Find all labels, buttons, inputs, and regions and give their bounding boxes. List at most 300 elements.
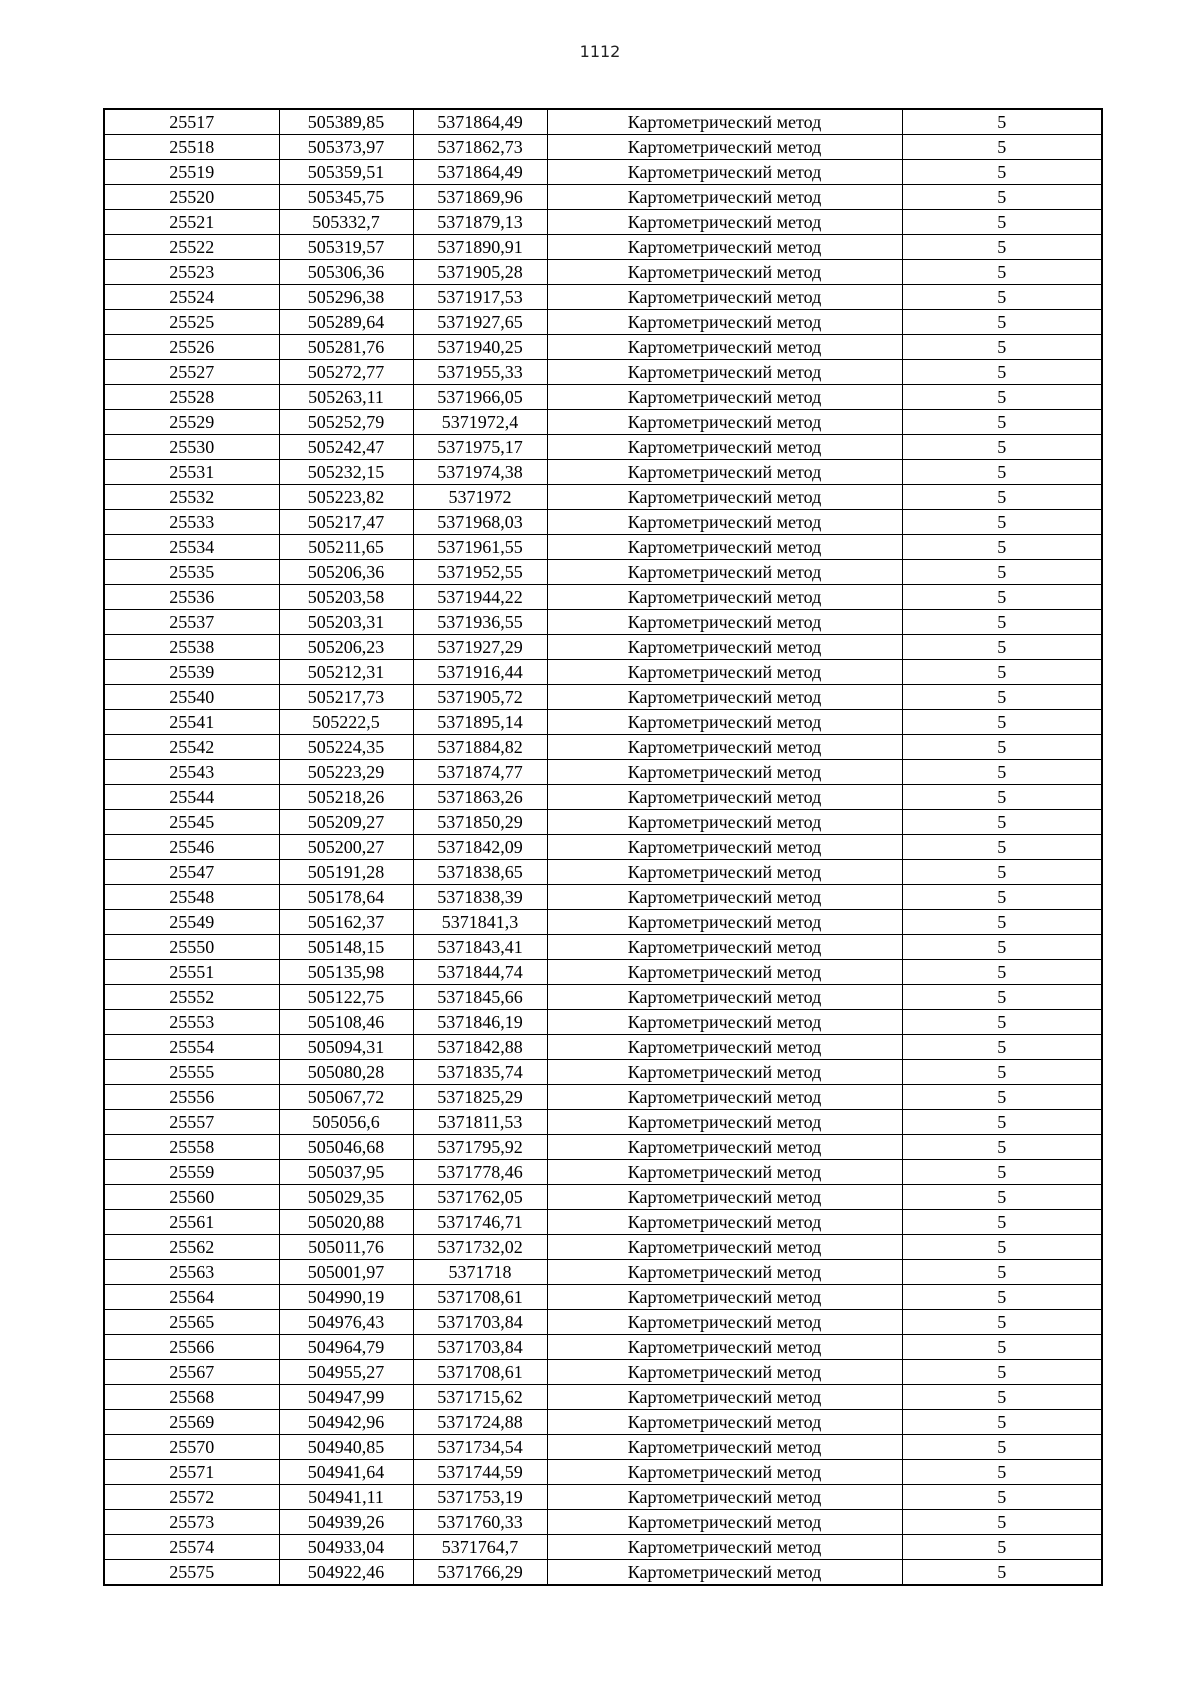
point-number-cell: 25523 (104, 260, 279, 285)
method-cell: Картометрический метод (547, 560, 902, 585)
accuracy-cell: 5 (902, 385, 1102, 410)
x-coordinate-cell: 505306,36 (279, 260, 413, 285)
point-number-cell: 25553 (104, 1010, 279, 1035)
y-coordinate-cell: 5371940,25 (413, 335, 547, 360)
point-number-cell: 25548 (104, 885, 279, 910)
accuracy-cell: 5 (902, 1035, 1102, 1060)
accuracy-cell: 5 (902, 685, 1102, 710)
method-cell: Картометрический метод (547, 210, 902, 235)
method-cell: Картометрический метод (547, 735, 902, 760)
x-coordinate-cell: 505122,75 (279, 985, 413, 1010)
x-coordinate-cell: 505200,27 (279, 835, 413, 860)
point-number-cell: 25551 (104, 960, 279, 985)
table-row (104, 1285, 1102, 1310)
table-row (104, 635, 1102, 660)
x-coordinate-cell: 504964,79 (279, 1335, 413, 1360)
accuracy-cell: 5 (902, 1160, 1102, 1185)
table-row (104, 685, 1102, 710)
table-row (104, 610, 1102, 635)
method-cell: Картометрический метод (547, 635, 902, 660)
point-number-cell: 25539 (104, 660, 279, 685)
y-coordinate-cell: 5371764,7 (413, 1535, 547, 1560)
accuracy-cell: 5 (902, 985, 1102, 1010)
method-cell: Картометрический метод (547, 1310, 902, 1335)
accuracy-cell: 5 (902, 1235, 1102, 1260)
table-row (104, 1460, 1102, 1485)
point-number-cell: 25559 (104, 1160, 279, 1185)
accuracy-cell: 5 (902, 185, 1102, 210)
x-coordinate-cell: 505223,29 (279, 760, 413, 785)
point-number-cell: 25533 (104, 510, 279, 535)
table-row (104, 1135, 1102, 1160)
point-number-cell: 25556 (104, 1085, 279, 1110)
y-coordinate-cell: 5371884,82 (413, 735, 547, 760)
method-cell: Картометрический метод (547, 1510, 902, 1535)
accuracy-cell: 5 (902, 510, 1102, 535)
method-cell: Картометрический метод (547, 685, 902, 710)
accuracy-cell: 5 (902, 535, 1102, 560)
accuracy-cell: 5 (902, 310, 1102, 335)
x-coordinate-cell: 505209,27 (279, 810, 413, 835)
x-coordinate-cell: 504941,11 (279, 1485, 413, 1510)
page-number: 1112 (579, 42, 621, 61)
y-coordinate-cell: 5371952,55 (413, 560, 547, 585)
accuracy-cell: 5 (902, 135, 1102, 160)
x-coordinate-cell: 505178,64 (279, 885, 413, 910)
point-number-cell: 25535 (104, 560, 279, 585)
method-cell: Картометрический метод (547, 160, 902, 185)
accuracy-cell: 5 (902, 460, 1102, 485)
x-coordinate-cell: 505242,47 (279, 435, 413, 460)
table-row (104, 960, 1102, 985)
accuracy-cell: 5 (902, 1435, 1102, 1460)
y-coordinate-cell: 5371850,29 (413, 810, 547, 835)
method-cell: Картометрический метод (547, 260, 902, 285)
y-coordinate-cell: 5371936,55 (413, 610, 547, 635)
y-coordinate-cell: 5371879,13 (413, 210, 547, 235)
method-cell: Картометрический метод (547, 1160, 902, 1185)
accuracy-cell: 5 (902, 1185, 1102, 1210)
x-coordinate-cell: 504939,26 (279, 1510, 413, 1535)
point-number-cell: 25566 (104, 1335, 279, 1360)
accuracy-cell: 5 (902, 335, 1102, 360)
method-cell: Картометрический метод (547, 235, 902, 260)
point-number-cell: 25560 (104, 1185, 279, 1210)
method-cell: Картометрический метод (547, 310, 902, 335)
table-row (104, 435, 1102, 460)
coordinates-table (103, 108, 1103, 1586)
method-cell: Картометрический метод (547, 510, 902, 535)
point-number-cell: 25546 (104, 835, 279, 860)
point-number-cell: 25532 (104, 485, 279, 510)
method-cell: Картометрический метод (547, 835, 902, 860)
x-coordinate-cell: 504940,85 (279, 1435, 413, 1460)
point-number-cell: 25536 (104, 585, 279, 610)
accuracy-cell: 5 (902, 935, 1102, 960)
method-cell: Картометрический метод (547, 1535, 902, 1560)
table-row (104, 1085, 1102, 1110)
table-row (104, 1410, 1102, 1435)
method-cell: Картометрический метод (547, 1135, 902, 1160)
y-coordinate-cell: 5371842,88 (413, 1035, 547, 1060)
y-coordinate-cell: 5371863,26 (413, 785, 547, 810)
x-coordinate-cell: 505211,65 (279, 535, 413, 560)
point-number-cell: 25561 (104, 1210, 279, 1235)
x-coordinate-cell: 505289,64 (279, 310, 413, 335)
method-cell: Картометрический метод (547, 1010, 902, 1035)
x-coordinate-cell: 504990,19 (279, 1285, 413, 1310)
table-row (104, 109, 1102, 135)
point-number-cell: 25565 (104, 1310, 279, 1335)
y-coordinate-cell: 5371844,74 (413, 960, 547, 985)
y-coordinate-cell: 5371732,02 (413, 1235, 547, 1260)
accuracy-cell: 5 (902, 760, 1102, 785)
x-coordinate-cell: 505217,47 (279, 510, 413, 535)
x-coordinate-cell: 505232,15 (279, 460, 413, 485)
accuracy-cell: 5 (902, 485, 1102, 510)
y-coordinate-cell: 5371744,59 (413, 1460, 547, 1485)
x-coordinate-cell: 505046,68 (279, 1135, 413, 1160)
table-row (104, 1210, 1102, 1235)
y-coordinate-cell: 5371864,49 (413, 160, 547, 185)
x-coordinate-cell: 505345,75 (279, 185, 413, 210)
coordinates-table-body (104, 109, 1102, 1585)
accuracy-cell: 5 (902, 1210, 1102, 1235)
y-coordinate-cell: 5371862,73 (413, 135, 547, 160)
method-cell: Картометрический метод (547, 1035, 902, 1060)
y-coordinate-cell: 5371753,19 (413, 1485, 547, 1510)
method-cell: Картометрический метод (547, 610, 902, 635)
point-number-cell: 25543 (104, 760, 279, 785)
method-cell: Картометрический метод (547, 960, 902, 985)
x-coordinate-cell: 504942,96 (279, 1410, 413, 1435)
table-row (104, 285, 1102, 310)
table-row (104, 335, 1102, 360)
accuracy-cell: 5 (902, 1535, 1102, 1560)
table-row (104, 310, 1102, 335)
table-row (104, 885, 1102, 910)
y-coordinate-cell: 5371843,41 (413, 935, 547, 960)
point-number-cell: 25544 (104, 785, 279, 810)
method-cell: Картометрический метод (547, 1110, 902, 1135)
x-coordinate-cell: 505011,76 (279, 1235, 413, 1260)
point-number-cell: 25547 (104, 860, 279, 885)
point-number-cell: 25521 (104, 210, 279, 235)
point-number-cell: 25525 (104, 310, 279, 335)
table-row (104, 1510, 1102, 1535)
table-row (104, 1360, 1102, 1385)
table-row (104, 760, 1102, 785)
x-coordinate-cell: 505162,37 (279, 910, 413, 935)
x-coordinate-cell: 505191,28 (279, 860, 413, 885)
point-number-cell: 25519 (104, 160, 279, 185)
accuracy-cell: 5 (902, 810, 1102, 835)
y-coordinate-cell: 5371916,44 (413, 660, 547, 685)
table-row (104, 835, 1102, 860)
x-coordinate-cell: 505222,5 (279, 710, 413, 735)
accuracy-cell: 5 (902, 260, 1102, 285)
method-cell: Картометрический метод (547, 1060, 902, 1085)
method-cell: Картометрический метод (547, 810, 902, 835)
accuracy-cell: 5 (902, 860, 1102, 885)
point-number-cell: 25568 (104, 1385, 279, 1410)
table-row (104, 185, 1102, 210)
x-coordinate-cell: 505332,7 (279, 210, 413, 235)
point-number-cell: 25562 (104, 1235, 279, 1260)
method-cell: Картометрический метод (547, 985, 902, 1010)
x-coordinate-cell: 505206,36 (279, 560, 413, 585)
y-coordinate-cell: 5371838,39 (413, 885, 547, 910)
accuracy-cell: 5 (902, 1510, 1102, 1535)
method-cell: Картометрический метод (547, 910, 902, 935)
x-coordinate-cell: 504941,64 (279, 1460, 413, 1485)
x-coordinate-cell: 505272,77 (279, 360, 413, 385)
accuracy-cell: 5 (902, 635, 1102, 660)
y-coordinate-cell: 5371890,91 (413, 235, 547, 260)
y-coordinate-cell: 5371974,38 (413, 460, 547, 485)
y-coordinate-cell: 5371734,54 (413, 1435, 547, 1460)
point-number-cell: 25530 (104, 435, 279, 460)
point-number-cell: 25573 (104, 1510, 279, 1535)
table-row (104, 235, 1102, 260)
x-coordinate-cell: 505148,15 (279, 935, 413, 960)
x-coordinate-cell: 504933,04 (279, 1535, 413, 1560)
y-coordinate-cell: 5371718 (413, 1260, 547, 1285)
y-coordinate-cell: 5371975,17 (413, 435, 547, 460)
table-row (104, 510, 1102, 535)
method-cell: Картометрический метод (547, 760, 902, 785)
point-number-cell: 25571 (104, 1460, 279, 1485)
accuracy-cell: 5 (902, 1560, 1102, 1586)
x-coordinate-cell: 505319,57 (279, 235, 413, 260)
point-number-cell: 25524 (104, 285, 279, 310)
y-coordinate-cell: 5371869,96 (413, 185, 547, 210)
table-row (104, 535, 1102, 560)
method-cell: Картометрический метод (547, 135, 902, 160)
y-coordinate-cell: 5371825,29 (413, 1085, 547, 1110)
accuracy-cell: 5 (902, 285, 1102, 310)
table-row (104, 360, 1102, 385)
point-number-cell: 25522 (104, 235, 279, 260)
y-coordinate-cell: 5371703,84 (413, 1335, 547, 1360)
y-coordinate-cell: 5371760,33 (413, 1510, 547, 1535)
table-row (104, 460, 1102, 485)
y-coordinate-cell: 5371842,09 (413, 835, 547, 860)
x-coordinate-cell: 505212,31 (279, 660, 413, 685)
y-coordinate-cell: 5371708,61 (413, 1285, 547, 1310)
point-number-cell: 25545 (104, 810, 279, 835)
y-coordinate-cell: 5371746,71 (413, 1210, 547, 1235)
table-row (104, 1110, 1102, 1135)
x-coordinate-cell: 504976,43 (279, 1310, 413, 1335)
point-number-cell: 25531 (104, 460, 279, 485)
table-row (104, 585, 1102, 610)
point-number-cell: 25526 (104, 335, 279, 360)
y-coordinate-cell: 5371762,05 (413, 1185, 547, 1210)
method-cell: Картометрический метод (547, 185, 902, 210)
accuracy-cell: 5 (902, 1285, 1102, 1310)
method-cell: Картометрический метод (547, 360, 902, 385)
point-number-cell: 25534 (104, 535, 279, 560)
y-coordinate-cell: 5371966,05 (413, 385, 547, 410)
point-number-cell: 25542 (104, 735, 279, 760)
y-coordinate-cell: 5371864,49 (413, 109, 547, 135)
point-number-cell: 25517 (104, 109, 279, 135)
point-number-cell: 25574 (104, 1535, 279, 1560)
y-coordinate-cell: 5371703,84 (413, 1310, 547, 1335)
x-coordinate-cell: 505296,38 (279, 285, 413, 310)
accuracy-cell: 5 (902, 1410, 1102, 1435)
y-coordinate-cell: 5371845,66 (413, 985, 547, 1010)
point-number-cell: 25549 (104, 910, 279, 935)
point-number-cell: 25540 (104, 685, 279, 710)
accuracy-cell: 5 (902, 710, 1102, 735)
accuracy-cell: 5 (902, 1460, 1102, 1485)
accuracy-cell: 5 (902, 109, 1102, 135)
point-number-cell: 25570 (104, 1435, 279, 1460)
y-coordinate-cell: 5371972 (413, 485, 547, 510)
table-row (104, 1060, 1102, 1085)
table-row (104, 1235, 1102, 1260)
x-coordinate-cell: 505001,97 (279, 1260, 413, 1285)
y-coordinate-cell: 5371835,74 (413, 1060, 547, 1085)
method-cell: Картометрический метод (547, 410, 902, 435)
y-coordinate-cell: 5371795,92 (413, 1135, 547, 1160)
point-number-cell: 25550 (104, 935, 279, 960)
y-coordinate-cell: 5371724,88 (413, 1410, 547, 1435)
accuracy-cell: 5 (902, 910, 1102, 935)
accuracy-cell: 5 (902, 785, 1102, 810)
table-row (104, 1560, 1102, 1586)
point-number-cell: 25537 (104, 610, 279, 635)
table-row (104, 385, 1102, 410)
y-coordinate-cell: 5371846,19 (413, 1010, 547, 1035)
accuracy-cell: 5 (902, 835, 1102, 860)
table-row (104, 1485, 1102, 1510)
y-coordinate-cell: 5371927,29 (413, 635, 547, 660)
accuracy-cell: 5 (902, 1060, 1102, 1085)
accuracy-cell: 5 (902, 1010, 1102, 1035)
method-cell: Картометрический метод (547, 1360, 902, 1385)
table-row (104, 985, 1102, 1010)
accuracy-cell: 5 (902, 1360, 1102, 1385)
accuracy-cell: 5 (902, 885, 1102, 910)
point-number-cell: 25558 (104, 1135, 279, 1160)
x-coordinate-cell: 505218,26 (279, 785, 413, 810)
method-cell: Картометрический метод (547, 710, 902, 735)
accuracy-cell: 5 (902, 210, 1102, 235)
accuracy-cell: 5 (902, 1085, 1102, 1110)
y-coordinate-cell: 5371972,4 (413, 410, 547, 435)
point-number-cell: 25572 (104, 1485, 279, 1510)
table-row (104, 485, 1102, 510)
y-coordinate-cell: 5371811,53 (413, 1110, 547, 1135)
table-row (104, 1435, 1102, 1460)
accuracy-cell: 5 (902, 1110, 1102, 1135)
table-row (104, 135, 1102, 160)
accuracy-cell: 5 (902, 610, 1102, 635)
method-cell: Картометрический метод (547, 1560, 902, 1586)
y-coordinate-cell: 5371917,53 (413, 285, 547, 310)
method-cell: Картометрический метод (547, 1385, 902, 1410)
x-coordinate-cell: 504947,99 (279, 1385, 413, 1410)
y-coordinate-cell: 5371927,65 (413, 310, 547, 335)
point-number-cell: 25520 (104, 185, 279, 210)
x-coordinate-cell: 505281,76 (279, 335, 413, 360)
accuracy-cell: 5 (902, 660, 1102, 685)
method-cell: Картометрический метод (547, 335, 902, 360)
method-cell: Картометрический метод (547, 1285, 902, 1310)
method-cell: Картометрический метод (547, 585, 902, 610)
y-coordinate-cell: 5371766,29 (413, 1560, 547, 1586)
y-coordinate-cell: 5371838,65 (413, 860, 547, 885)
y-coordinate-cell: 5371961,55 (413, 535, 547, 560)
point-number-cell: 25554 (104, 1035, 279, 1060)
point-number-cell: 25538 (104, 635, 279, 660)
method-cell: Картометрический метод (547, 1485, 902, 1510)
table-row (104, 560, 1102, 585)
x-coordinate-cell: 505020,88 (279, 1210, 413, 1235)
table-row (104, 260, 1102, 285)
x-coordinate-cell: 505224,35 (279, 735, 413, 760)
point-number-cell: 25555 (104, 1060, 279, 1085)
y-coordinate-cell: 5371895,14 (413, 710, 547, 735)
table-row (104, 1310, 1102, 1335)
table-row (104, 160, 1102, 185)
point-number-cell: 25552 (104, 985, 279, 1010)
x-coordinate-cell: 505067,72 (279, 1085, 413, 1110)
accuracy-cell: 5 (902, 1335, 1102, 1360)
x-coordinate-cell: 505223,82 (279, 485, 413, 510)
x-coordinate-cell: 505135,98 (279, 960, 413, 985)
table-row (104, 1035, 1102, 1060)
point-number-cell: 25527 (104, 360, 279, 385)
x-coordinate-cell: 505206,23 (279, 635, 413, 660)
accuracy-cell: 5 (902, 435, 1102, 460)
y-coordinate-cell: 5371968,03 (413, 510, 547, 535)
method-cell: Картометрический метод (547, 1335, 902, 1360)
y-coordinate-cell: 5371715,62 (413, 1385, 547, 1410)
y-coordinate-cell: 5371905,28 (413, 260, 547, 285)
accuracy-cell: 5 (902, 1260, 1102, 1285)
y-coordinate-cell: 5371708,61 (413, 1360, 547, 1385)
method-cell: Картометрический метод (547, 1435, 902, 1460)
point-number-cell: 25563 (104, 1260, 279, 1285)
point-number-cell: 25575 (104, 1560, 279, 1586)
table-row (104, 735, 1102, 760)
table-row (104, 860, 1102, 885)
table-row (104, 1160, 1102, 1185)
method-cell: Картометрический метод (547, 1260, 902, 1285)
x-coordinate-cell: 505203,31 (279, 610, 413, 635)
method-cell: Картометрический метод (547, 285, 902, 310)
x-coordinate-cell: 504955,27 (279, 1360, 413, 1385)
accuracy-cell: 5 (902, 585, 1102, 610)
table-row (104, 935, 1102, 960)
method-cell: Картометрический метод (547, 785, 902, 810)
x-coordinate-cell: 505359,51 (279, 160, 413, 185)
accuracy-cell: 5 (902, 1485, 1102, 1510)
point-number-cell: 25569 (104, 1410, 279, 1435)
table-row (104, 1385, 1102, 1410)
accuracy-cell: 5 (902, 360, 1102, 385)
point-number-cell: 25518 (104, 135, 279, 160)
accuracy-cell: 5 (902, 235, 1102, 260)
accuracy-cell: 5 (902, 1310, 1102, 1335)
x-coordinate-cell: 505389,85 (279, 109, 413, 135)
table-row (104, 710, 1102, 735)
point-number-cell: 25541 (104, 710, 279, 735)
